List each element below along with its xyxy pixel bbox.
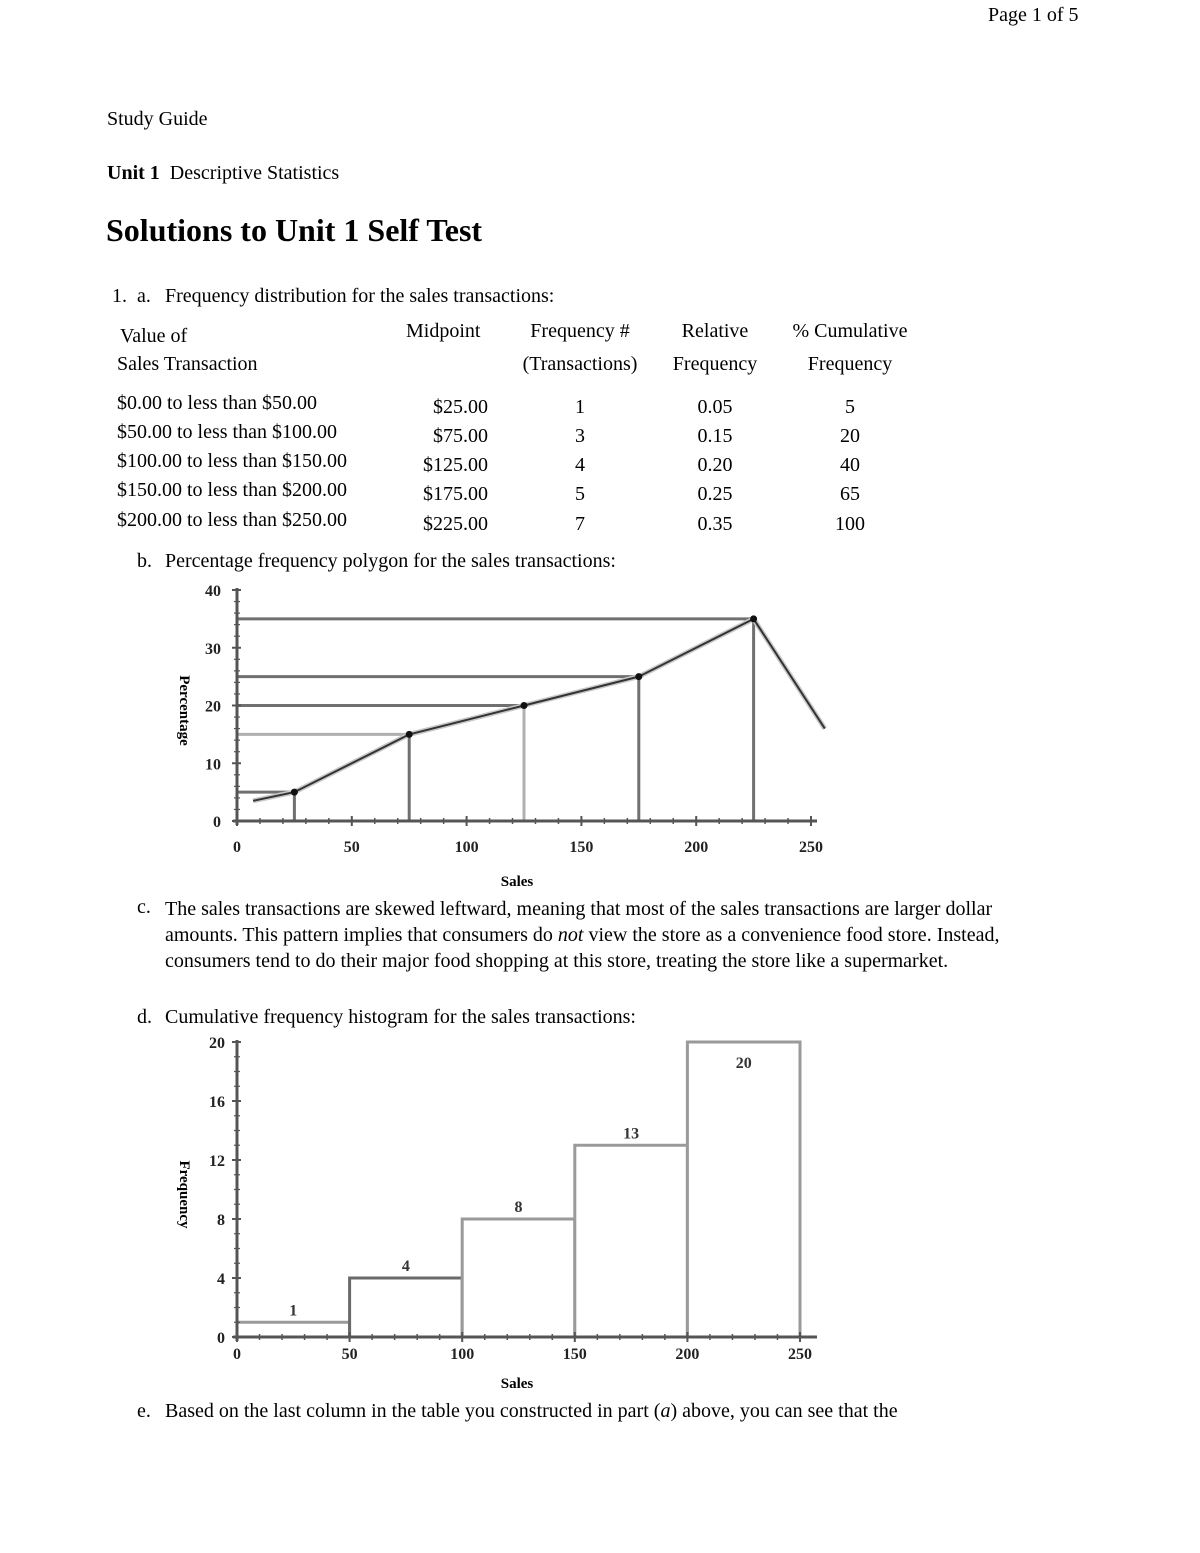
x-axis-label: Sales <box>500 874 534 888</box>
histogram-bar <box>350 1278 463 1337</box>
y-tick-label: 8 <box>217 1212 225 1229</box>
data-point <box>406 731 413 738</box>
x-tick-label: 150 <box>569 839 594 856</box>
part-e-text <box>165 1400 898 1423</box>
row-range: $200.00 to less than $250.00 <box>117 509 347 531</box>
y-tick-label: 0 <box>213 814 221 831</box>
part-c-paragraph <box>165 896 1045 974</box>
row-relative: 0.25 <box>697 483 733 505</box>
row-midpoint: $175.00 <box>423 483 488 505</box>
col-header-cumulative-1: % Cumulative <box>792 320 908 342</box>
part-d-text: Cumulative frequency histogram for the sales transactions: <box>165 1006 636 1028</box>
row-cumulative: 40 <box>840 454 860 476</box>
row-midpoint: $25.00 <box>433 396 488 418</box>
col-header-relative-1: Relative <box>681 320 749 342</box>
x-tick-label: 200 <box>684 839 709 856</box>
series-line <box>253 619 825 801</box>
y-tick-label: 40 <box>205 583 221 600</box>
row-relative: 0.35 <box>697 513 733 535</box>
unit-name: Descriptive Statistics <box>169 162 340 184</box>
x-tick-label: 100 <box>454 839 479 856</box>
row-range: $150.00 to less than $200.00 <box>117 479 347 501</box>
y-tick-label: 20 <box>209 1035 225 1052</box>
data-point <box>521 702 528 709</box>
x-axis-label: Sales <box>500 1376 534 1392</box>
page-title: Solutions to Unit 1 Self Test <box>106 212 483 248</box>
histogram-bar <box>237 1322 350 1337</box>
row-relative: 0.20 <box>697 454 733 476</box>
y-tick-label: 0 <box>217 1330 225 1347</box>
question-number: 1. <box>112 285 127 307</box>
histogram-bar <box>462 1219 575 1337</box>
row-frequency: 7 <box>575 513 585 535</box>
part-e-text-1: Based on the last column in the table you constructed in part ( <box>165 1400 661 1422</box>
part-b-letter: b. <box>137 550 152 572</box>
col-header-cumulative-2: Frequency <box>807 353 893 375</box>
page-number: Page 1 of 5 <box>988 4 1079 26</box>
y-tick-label: 20 <box>205 698 221 716</box>
data-point <box>291 789 298 796</box>
part-d-letter: d. <box>137 1006 152 1028</box>
col-header-frequency-1: Frequency # <box>530 320 630 342</box>
part-a-letter: a. <box>137 285 151 307</box>
bar-value-label: 20 <box>735 1055 752 1072</box>
bar-value-label: 8 <box>514 1199 523 1216</box>
y-axis-label: Frequency <box>176 1160 192 1229</box>
row-cumulative: 100 <box>835 513 865 535</box>
x-tick-label: 150 <box>562 1346 587 1363</box>
part-c-text-2: view the store as a convenience food store. Instead, consumers tend to do their major food shopping at this store, treating the store like a supermarket. <box>165 924 1000 972</box>
part-e-letter: e. <box>137 1400 151 1422</box>
part-e-emphasis: a <box>660 1400 671 1422</box>
part-c-letter: c. <box>137 896 151 918</box>
row-cumulative: 5 <box>845 396 855 418</box>
col-header-value-1: Value of <box>120 325 188 347</box>
row-midpoint: $125.00 <box>423 454 488 476</box>
col-header-relative-2: Frequency <box>672 353 758 375</box>
col-header-midpoint: Midpoint <box>406 320 481 342</box>
x-tick-label: 50 <box>343 839 360 856</box>
row-cumulative: 65 <box>840 483 860 505</box>
bar-value-label: 1 <box>289 1302 298 1320</box>
bar-value-label: 13 <box>623 1125 640 1143</box>
study-guide-label: Study Guide <box>107 108 208 130</box>
x-tick-label: 50 <box>341 1346 358 1363</box>
bar-value-label: 4 <box>401 1258 410 1275</box>
part-c-text-1: The sales transactions are skewed leftward, meaning that most of the sales transactions are larger dollar amounts. This pattern implies that consumers do <box>165 898 993 946</box>
x-tick-label: 250 <box>788 1346 812 1363</box>
row-range: $100.00 to less than $150.00 <box>117 450 347 472</box>
y-tick-label: 30 <box>205 640 221 658</box>
x-tick-label: 100 <box>450 1346 475 1363</box>
histogram-bar <box>687 1042 800 1337</box>
series-line-shadow <box>253 619 825 801</box>
row-relative: 0.05 <box>697 396 733 418</box>
data-point <box>635 673 642 680</box>
row-frequency: 4 <box>575 454 585 476</box>
part-a-text: Frequency distribution for the sales transactions: <box>165 285 555 307</box>
y-axis-label: Percentage <box>176 675 192 746</box>
row-frequency: 5 <box>575 483 585 505</box>
row-midpoint: $225.00 <box>423 513 488 535</box>
unit-number: Unit 1 <box>107 162 160 184</box>
row-relative: 0.15 <box>697 425 733 447</box>
y-tick-label: 10 <box>205 756 221 774</box>
histogram-bar <box>575 1145 688 1337</box>
unit-heading <box>107 162 339 185</box>
row-range: $50.00 to less than $100.00 <box>117 421 337 443</box>
x-tick-label: 250 <box>799 839 823 856</box>
x-tick-label: 200 <box>675 1346 700 1363</box>
row-frequency: 3 <box>575 425 585 447</box>
y-tick-label: 16 <box>209 1094 225 1111</box>
data-point <box>750 615 757 622</box>
col-header-frequency-2: (Transactions) <box>522 353 638 375</box>
cumulative-histogram-chart <box>150 1032 850 1397</box>
y-tick-label: 4 <box>217 1271 225 1288</box>
part-b-text: Percentage frequency polygon for the sales transactions: <box>165 550 616 572</box>
y-tick-label: 12 <box>209 1153 225 1170</box>
col-header-value-2: Sales Transaction <box>117 353 258 375</box>
row-range: $0.00 to less than $50.00 <box>117 392 317 414</box>
x-tick-label: 0 <box>233 839 241 856</box>
x-tick-label: 0 <box>233 1346 241 1363</box>
part-c-emphasis: not <box>557 924 584 946</box>
row-midpoint: $75.00 <box>433 425 488 447</box>
part-e-text-2: ) above, you can see that the <box>670 1400 898 1422</box>
row-frequency: 1 <box>575 396 585 418</box>
row-cumulative: 20 <box>840 425 860 447</box>
frequency-polygon-chart <box>150 578 850 888</box>
